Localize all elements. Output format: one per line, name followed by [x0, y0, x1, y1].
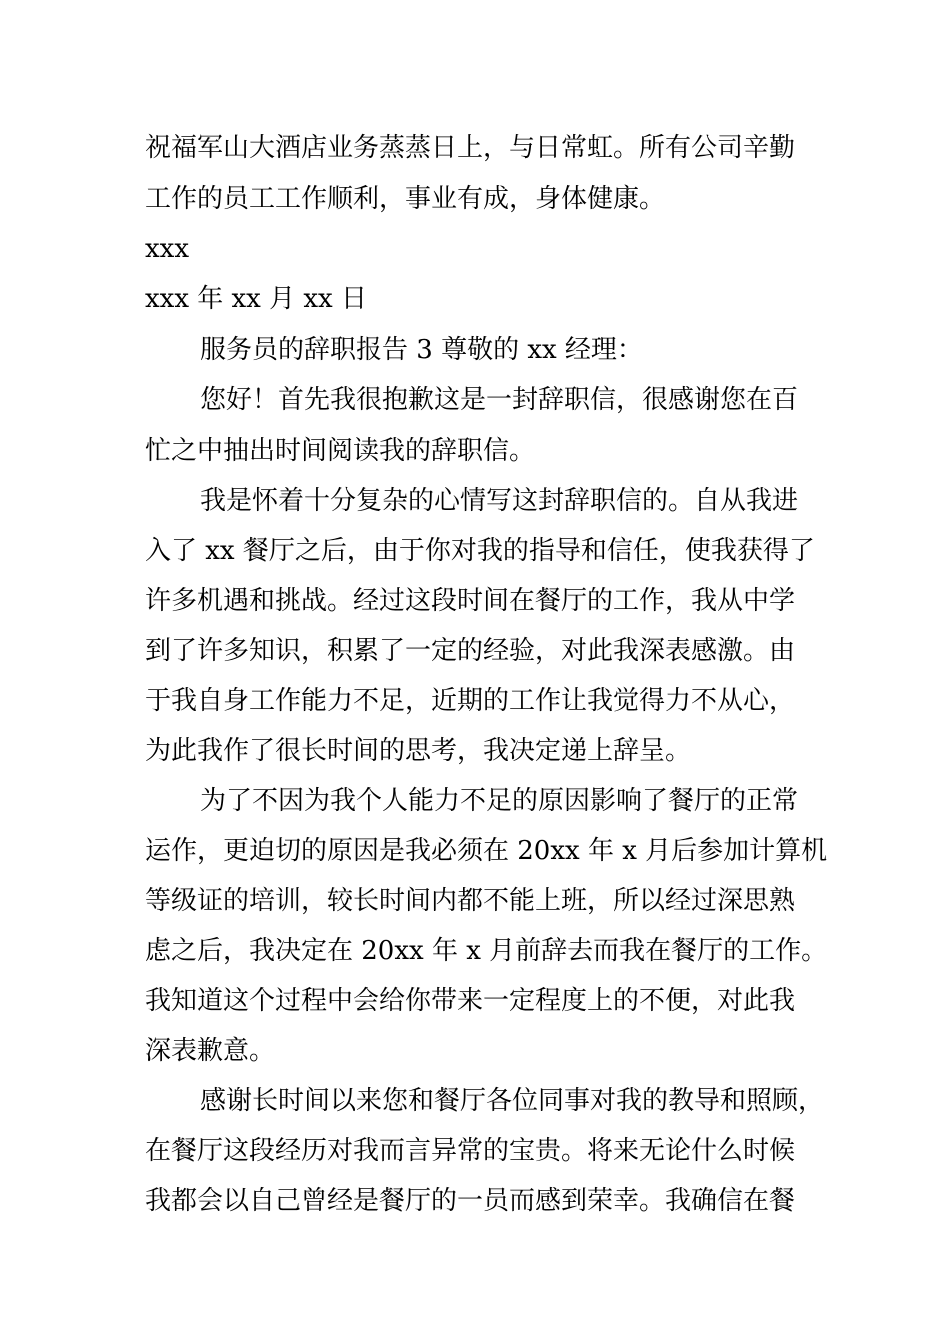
letter-heading: 服务员的辞职报告 3 尊敬的 xx 经理： [200, 335, 643, 365]
text-line: xxx [145, 234, 189, 264]
text-line: 祝福军山大酒店业务蒸蒸日上，与日常虹。所有公司辛勤 [145, 133, 796, 163]
text-line: 运作，更迫切的原因是我必须在 20xx 年 x 月后参加计算机 [145, 836, 828, 866]
text-line: 我都会以自己曾经是餐厅的一员而感到荣幸。我确信在餐 [145, 1186, 796, 1216]
text-line: 入了 xx 餐厅之后，由于你对我的指导和信任，使我获得了 [145, 536, 815, 566]
text-line: 于我自身工作能力不足，近期的工作让我觉得力不从心， [145, 686, 796, 716]
text-line: 许多机遇和挑战。经过这段时间在餐厅的工作，我从中学 [145, 586, 796, 616]
text-line: 在餐厅这段经历对我而言异常的宝贵。将来无论什么时候 [145, 1136, 796, 1166]
text-line: 我知道这个过程中会给你带来一定程度上的不便，对此我 [145, 986, 796, 1016]
text-line: 感谢长时间以来您和餐厅各位同事对我的教导和照顾， [200, 1086, 825, 1116]
text-line: 我是怀着十分复杂的心情写这封辞职信的。自从我进 [200, 486, 799, 516]
text-line: 虑之后，我决定在 20xx 年 x 月前辞去而我在餐厅的工作。 [145, 936, 828, 966]
text-line: 等级证的培训，较长时间内都不能上班，所以经过深思熟 [145, 886, 796, 916]
text-line: 为了不因为我个人能力不足的原因影响了餐厅的正常 [200, 786, 799, 816]
text-line: 忙之中抽出时间阅读我的辞职信。 [145, 436, 536, 466]
text-line: 您好！首先我很抱歉这是一封辞职信，很感谢您在百 [200, 385, 799, 415]
date-line: xxx 年 xx 月 xx 日 [145, 284, 367, 314]
text-line: 工作的员工工作顺利，事业有成，身体健康。 [145, 184, 666, 214]
text-line: 深表歉意。 [145, 1036, 276, 1066]
text-line: 到了许多知识，积累了一定的经验，对此我深表感激。由 [145, 636, 796, 666]
text-line: 为此我作了很长时间的思考，我决定递上辞呈。 [145, 736, 692, 766]
